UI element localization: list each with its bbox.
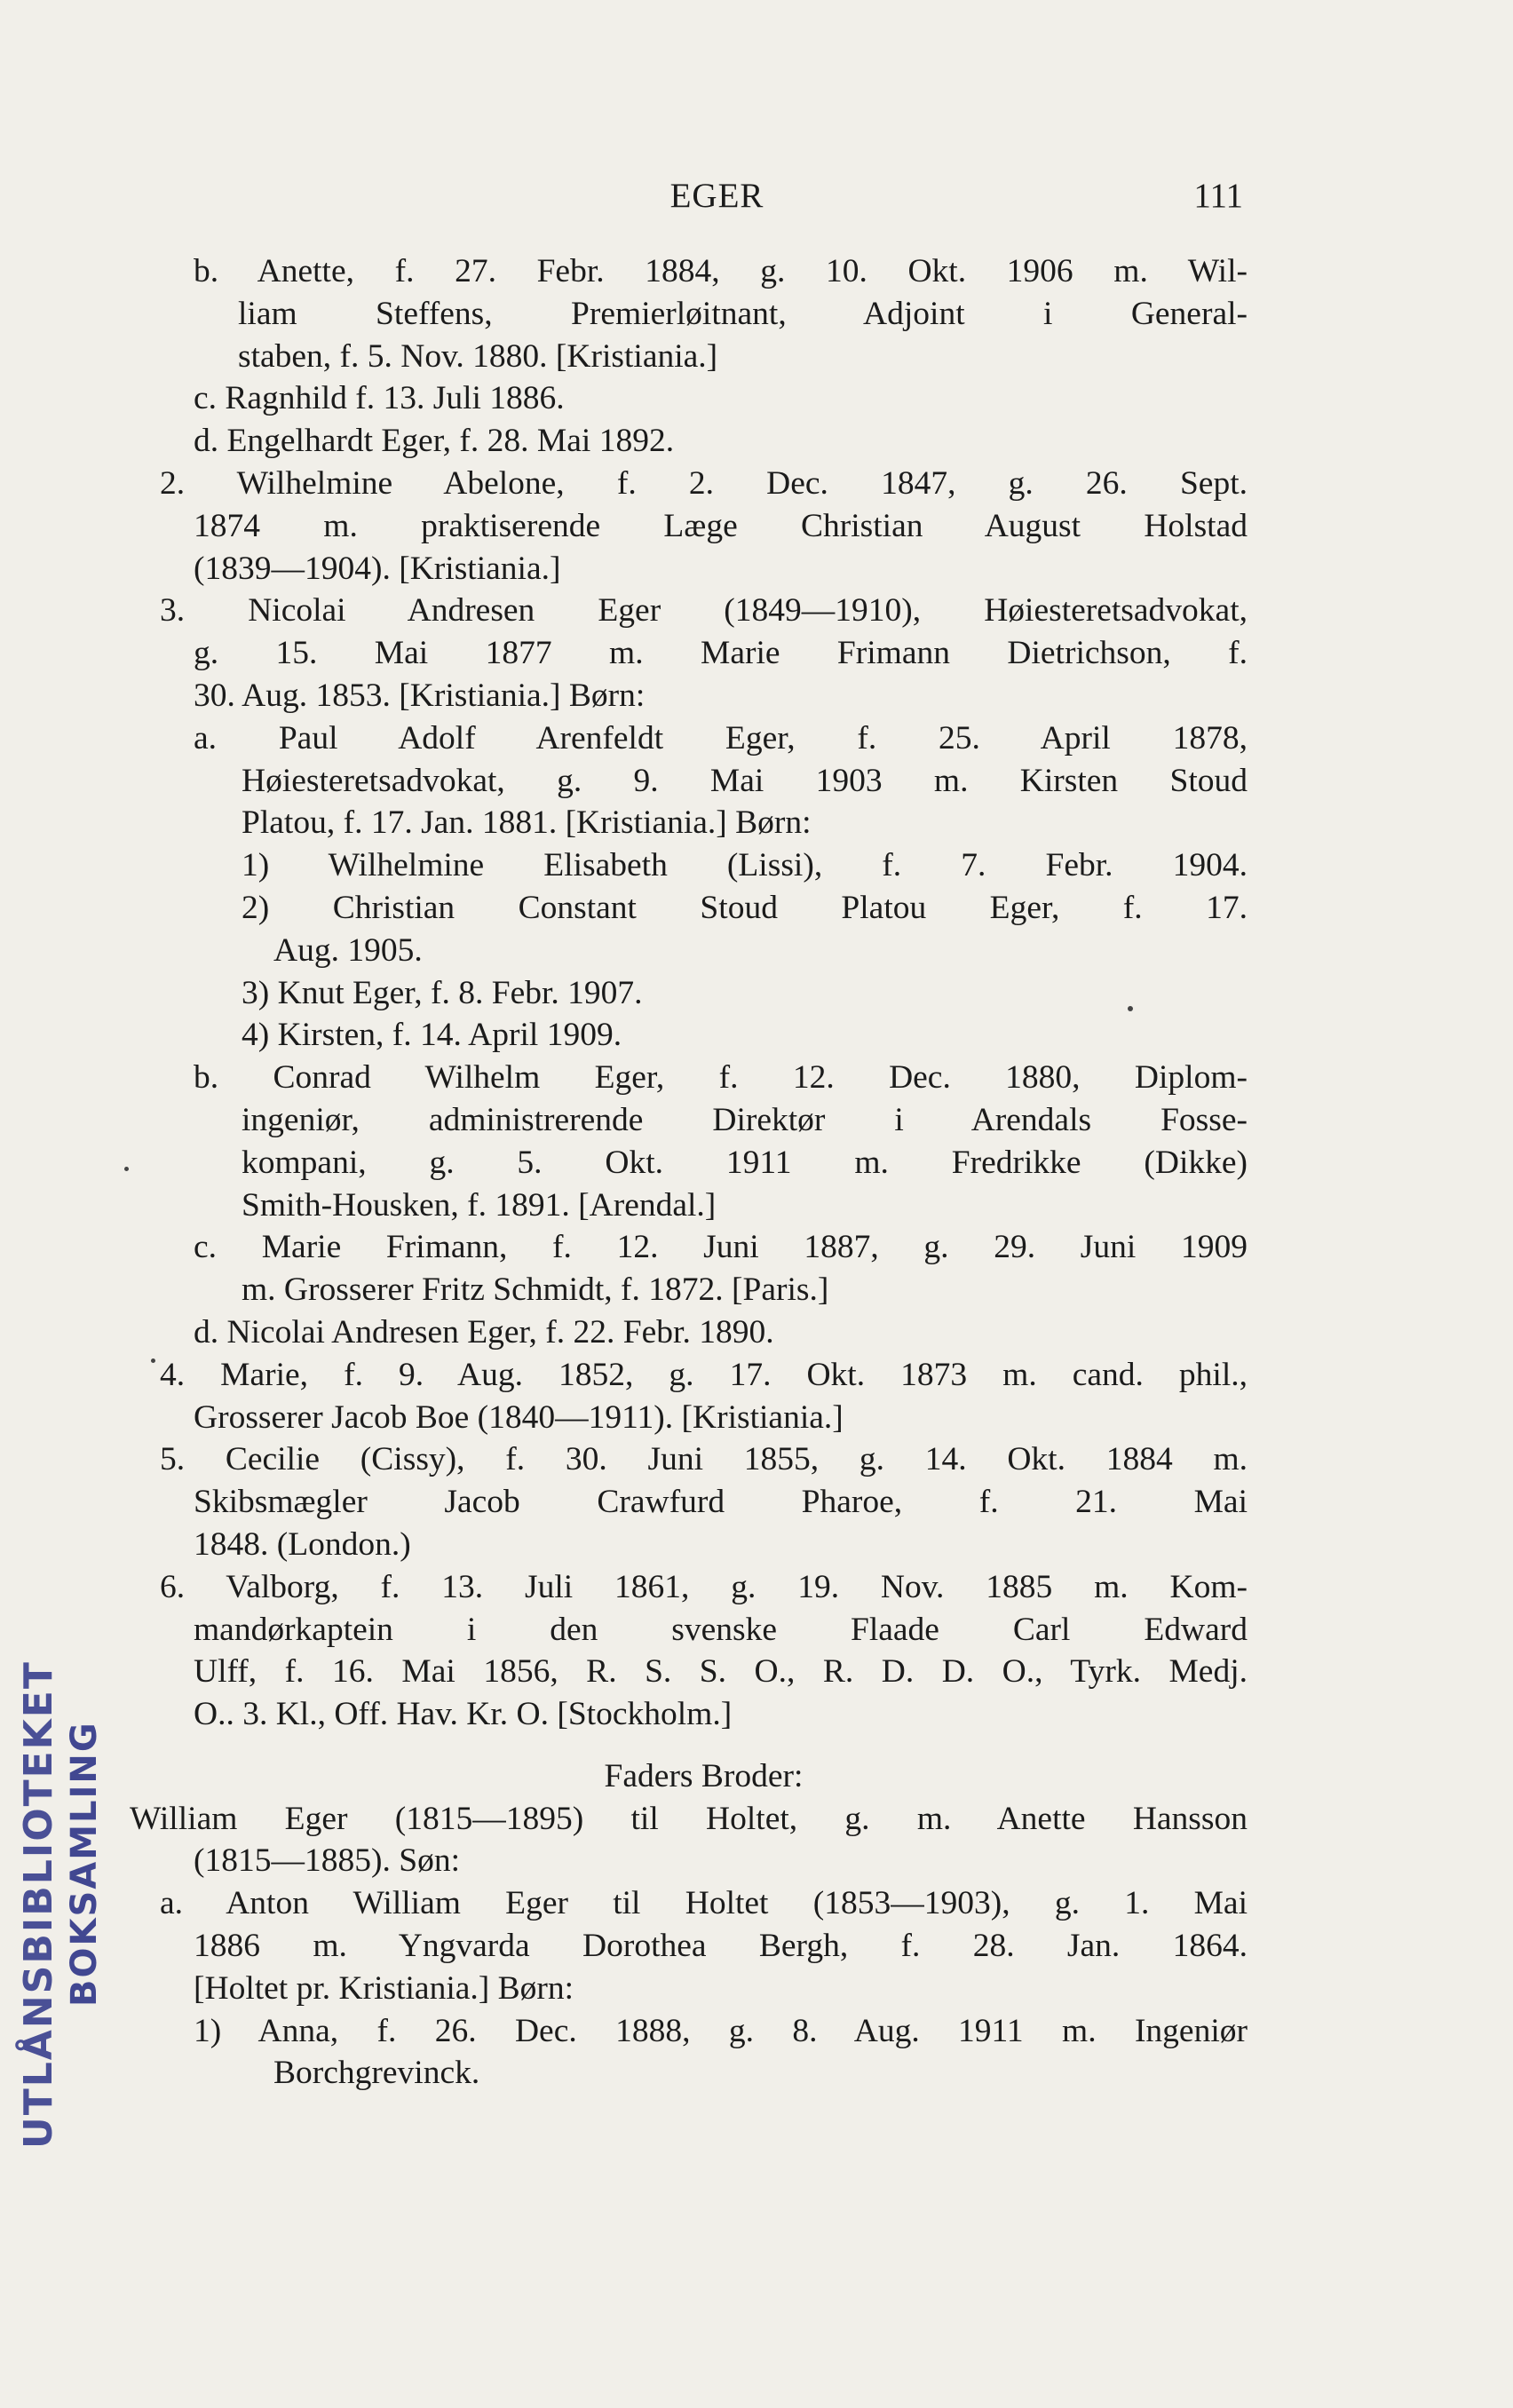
- text-line: 1) Wilhelmine Elisabeth (Lissi), f. 7. Febr. 1904.: [242, 847, 1248, 884]
- text-line: 1874 m. praktiserende Læge Christian August Holstad: [194, 507, 1248, 544]
- text-line: 3) Knut Eger, f. 8. Febr. 1907.: [242, 974, 643, 1011]
- page-header: [191, 176, 1243, 226]
- print-speck: [151, 1358, 155, 1363]
- text-line: 3. Nicolai Andresen Eger (1849—1910), Høiesteretsadvokat,: [160, 592, 1248, 630]
- print-speck: [124, 1167, 129, 1171]
- text-line: a. Anton William Eger til Holtet (1853—1903), g. 1. Mai: [160, 1885, 1248, 1922]
- text-line: William Eger (1815—1895) til Holtet, g. m. Anette Hansson: [130, 1800, 1248, 1837]
- text-line: c. Marie Frimann, f. 12. Juni 1887, g. 29. Juni 1909: [194, 1229, 1248, 1266]
- body-text: [130, 250, 1248, 2095]
- text-line: g. 15. Mai 1877 m. Marie Frimann Dietrichson, f.: [194, 635, 1248, 672]
- stamp-line-1: UTLÅNSBIBLIOTEKET: [16, 1660, 61, 2149]
- text-line: 1886 m. Yngvarda Dorothea Bergh, f. 28. Jan. 1864.: [194, 1928, 1248, 1965]
- text-line: liam Steffens, Premierløitnant, Adjoint i General-: [238, 295, 1248, 332]
- text-line: ingeniør, administrerende Direktør i Arendals Fosse-: [242, 1101, 1248, 1138]
- library-stamp: [18, 1438, 115, 2166]
- text-line: a. Paul Adolf Arenfeldt Eger, f. 25. April 1878,: [194, 719, 1248, 756]
- text-line: 30. Aug. 1853. [Kristiania.] Børn:: [194, 677, 646, 714]
- text-line: Aug. 1905.: [273, 931, 423, 969]
- text-line: d. Nicolai Andresen Eger, f. 22. Febr. 1890.: [194, 1313, 774, 1351]
- text-line: b. Conrad Wilhelm Eger, f. 12. Dec. 1880, Diplom-: [194, 1059, 1248, 1097]
- text-line: m. Grosserer Fritz Schmidt, f. 1872. [Paris.]: [242, 1271, 829, 1309]
- text-line: b. Anette, f. 27. Febr. 1884, g. 10. Okt. 1906 m. Wil-: [194, 253, 1248, 289]
- text-line: Grosserer Jacob Boe (1840—1911). [Kristiania.]: [194, 1398, 844, 1436]
- text-line: (1815—1885). Søn:: [194, 1842, 460, 1880]
- text-line: d. Engelhardt Eger, f. 28. Mai 1892.: [194, 423, 675, 460]
- text-line: mandørkaptein i den svenske Flaade Carl Edward: [194, 1611, 1248, 1648]
- text-line: Borchgrevinck.: [273, 2055, 480, 2092]
- text-line: [Holtet pr. Kristiania.] Børn:: [194, 1969, 574, 2007]
- text-line: Høiesteretsadvokat, g. 9. Mai 1903 m. Kirsten Stoud: [242, 762, 1248, 799]
- text-line: Ulff, f. 16. Mai 1856, R. S. S. O., R. D. D. O., Tyrk. Medj.: [194, 1653, 1248, 1691]
- text-line: 4) Kirsten, f. 14. April 1909.: [242, 1017, 622, 1054]
- text-line: Skibsmægler Jacob Crawfurd Pharoe, f. 21. Mai: [194, 1484, 1248, 1521]
- text-line: c. Ragnhild f. 13. Juli 1886.: [194, 380, 565, 417]
- text-line: kompani, g. 5. Okt. 1911 m. Fredrikke (Dikke): [242, 1144, 1248, 1181]
- text-line: O.. 3. Kl., Off. Hav. Kr. O. [Stockholm.]: [194, 1696, 733, 1733]
- text-line: Platou, f. 17. Jan. 1881. [Kristiania.] Børn:: [242, 804, 812, 842]
- text-line: 4. Marie, f. 9. Aug. 1852, g. 17. Okt. 1873 m. cand. phil.,: [160, 1356, 1248, 1393]
- text-line: staben, f. 5. Nov. 1880. [Kristiania.]: [238, 337, 718, 375]
- text-line: 2. Wilhelmine Abelone, f. 2. Dec. 1847, g. 26. Sept.: [160, 464, 1248, 502]
- text-line: (1839—1904). [Kristiania.]: [194, 550, 561, 587]
- text-line: 2) Christian Constant Stoud Platou Eger, f. 17.: [242, 889, 1248, 926]
- running-title: EGER: [669, 177, 764, 215]
- text-line: 6. Valborg, f. 13. Juli 1861, g. 19. Nov. 1885 m. Kom-: [160, 1568, 1248, 1605]
- text-line: 5. Cecilie (Cissy), f. 30. Juni 1855, g. 14. Okt. 1884 m.: [160, 1441, 1248, 1478]
- text-line: Smith-Housken, f. 1891. [Arendal.]: [242, 1186, 717, 1224]
- stamp-line-2: BOKSAMLING: [64, 1721, 105, 2007]
- print-speck: [1128, 1006, 1133, 1011]
- section-heading: Faders Broder:: [604, 1757, 804, 1794]
- text-line: 1848. (London.): [194, 1525, 411, 1563]
- page-number: 111: [1193, 177, 1243, 215]
- text-line: 1) Anna, f. 26. Dec. 1888, g. 8. Aug. 1911 m. Ingeniør: [194, 2012, 1248, 2049]
